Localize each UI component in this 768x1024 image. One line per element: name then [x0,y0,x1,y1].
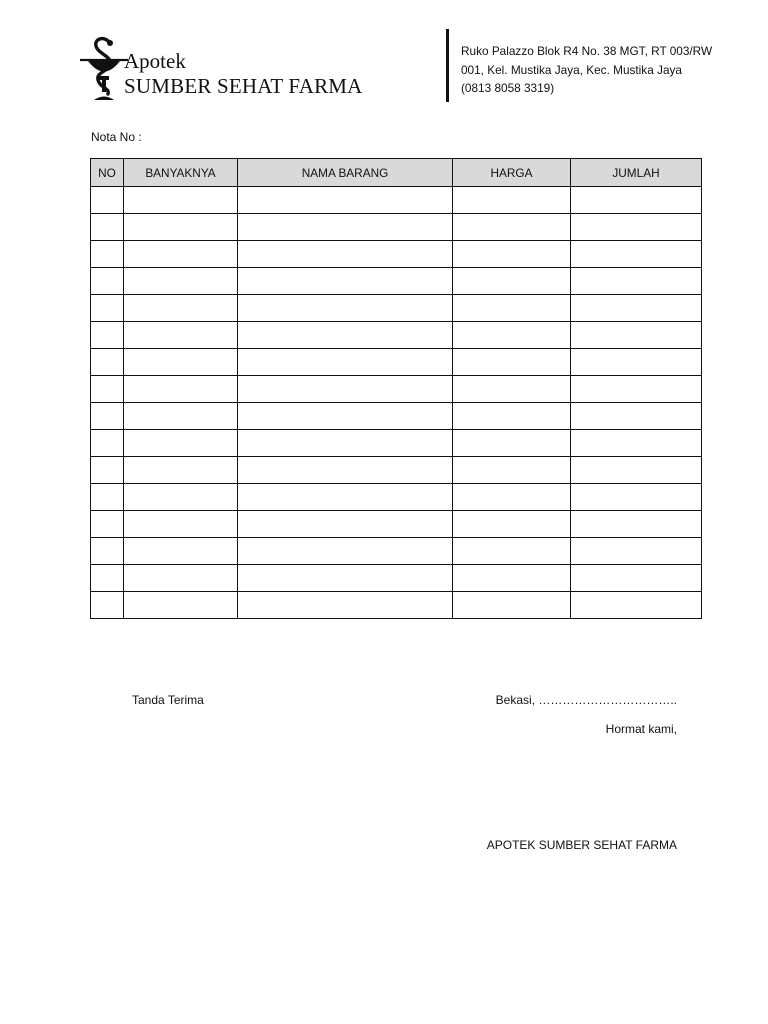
table-cell [91,592,124,619]
table-cell [453,430,571,457]
table-cell [124,214,238,241]
table-cell [571,187,702,214]
table-cell [124,376,238,403]
table-cell [91,511,124,538]
column-header-jumlah: JUMLAH [571,159,702,187]
table-cell [238,295,453,322]
table-cell [453,511,571,538]
table-cell [571,430,702,457]
table-cell [124,187,238,214]
column-header-harga: HARGA [453,159,571,187]
table-cell [124,322,238,349]
table-cell [238,457,453,484]
table-cell [453,403,571,430]
table-cell [91,322,124,349]
table-cell [238,268,453,295]
table-cell [124,241,238,268]
table-cell [571,241,702,268]
table-cell [124,430,238,457]
table-cell [238,349,453,376]
table-cell [124,268,238,295]
table-cell [124,457,238,484]
brand-name-line1: Apotek [124,49,186,73]
table-cell [124,349,238,376]
table-cell [571,538,702,565]
table-cell [124,511,238,538]
receipt-signature-label: Tanda Terima [132,693,204,707]
table-cell [453,349,571,376]
table-cell [453,295,571,322]
table-cell [91,457,124,484]
table-row [91,268,702,295]
address-line-1: Ruko Palazzo Blok R4 No. 38 MGT, RT 003/RW [461,44,713,58]
table-cell [91,187,124,214]
table-cell [571,484,702,511]
table-cell [238,484,453,511]
table-row [91,214,702,241]
table-row [91,484,702,511]
table-cell [571,376,702,403]
table-cell [571,295,702,322]
table-cell [238,376,453,403]
table-cell [571,511,702,538]
table-cell [571,322,702,349]
table-cell [238,592,453,619]
table-cell [571,565,702,592]
regards-text: Hormat kami, [605,722,677,736]
items-table [90,158,702,619]
table-cell [453,187,571,214]
table-cell [453,538,571,565]
table-row [91,511,702,538]
table-row [91,565,702,592]
table-cell [453,214,571,241]
table-row [91,592,702,619]
table-cell [91,295,124,322]
table-cell [571,268,702,295]
place-date-line: Bekasi, …………………………….. [495,693,677,707]
table-cell [238,214,453,241]
table-cell [453,565,571,592]
table-cell [453,241,571,268]
table-cell [91,538,124,565]
table-cell [571,403,702,430]
table-cell [453,268,571,295]
table-cell [124,295,238,322]
table-cell [238,511,453,538]
table-cell [571,592,702,619]
phone-number: (0813 8058 3319) [461,81,555,95]
table-cell [91,403,124,430]
table-cell [238,187,453,214]
table-cell [238,322,453,349]
table-row [91,187,702,214]
table-cell [124,565,238,592]
column-header-nama-barang: NAMA BARANG [238,159,453,187]
table-row [91,457,702,484]
table-cell [571,214,702,241]
table-row [91,430,702,457]
table-header-row [91,159,702,187]
table-cell [91,268,124,295]
table-cell [124,538,238,565]
company-signoff: APOTEK SUMBER SEHAT FARMA [486,838,677,852]
table-cell [91,349,124,376]
table-cell [238,565,453,592]
table-row [91,322,702,349]
table-cell [91,430,124,457]
table-cell [238,538,453,565]
table-row [91,295,702,322]
table-cell [91,484,124,511]
table-cell [571,457,702,484]
address-line-2: 001, Kel. Mustika Jaya, Kec. Mustika Jaya [461,63,682,77]
table-cell [453,484,571,511]
table-cell [571,349,702,376]
nota-number-label: Nota No : [91,130,142,144]
column-header-banyaknya: BANYAKNYA [124,159,238,187]
table-cell [453,322,571,349]
table-cell [238,430,453,457]
table-cell [238,403,453,430]
table-cell [91,214,124,241]
table-row [91,538,702,565]
table-row [91,349,702,376]
table-cell [124,403,238,430]
table-cell [453,592,571,619]
table-cell [453,376,571,403]
table-cell [453,457,571,484]
table-cell [91,565,124,592]
table-cell [124,592,238,619]
column-header-no: NO [91,159,124,187]
table-cell [124,484,238,511]
bowl-of-hygieia-icon [78,34,130,106]
table-cell [238,241,453,268]
table-cell [91,241,124,268]
table-row [91,403,702,430]
table-cell [91,376,124,403]
brand-name-line2: SUMBER SEHAT FARMA [124,74,363,98]
table-row [91,376,702,403]
table-row [91,241,702,268]
header-divider [446,29,449,102]
